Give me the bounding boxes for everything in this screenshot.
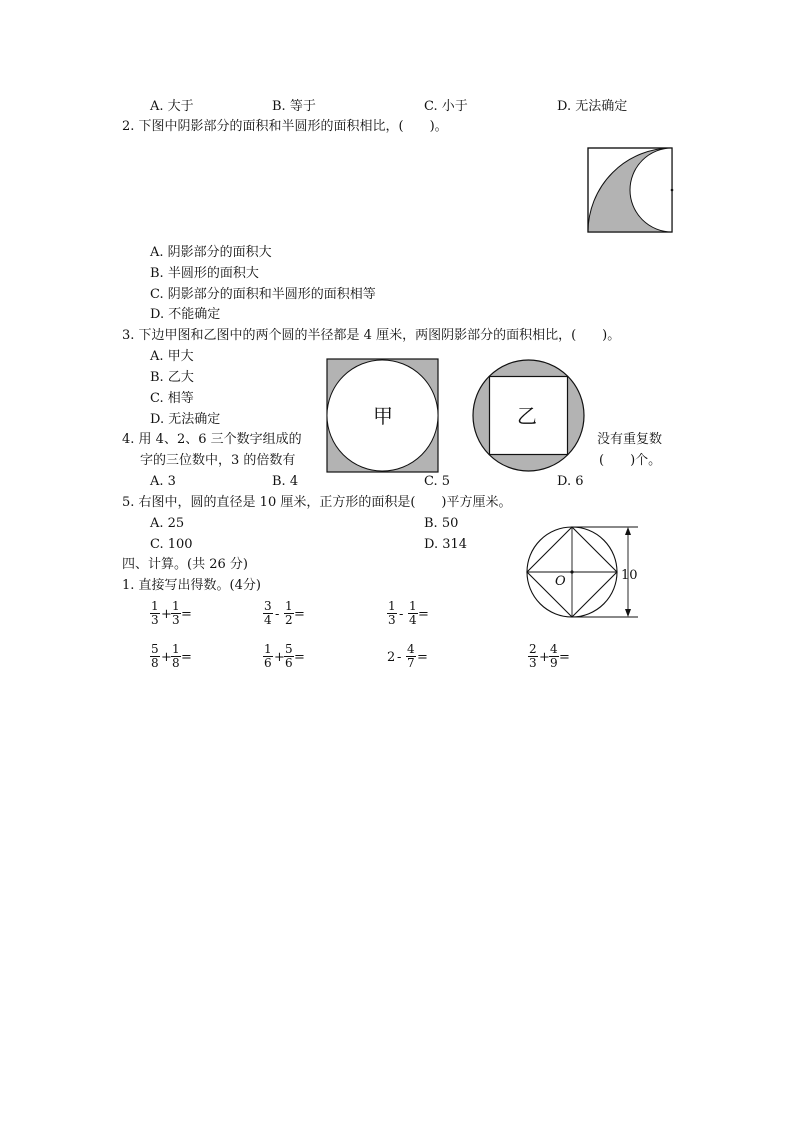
q5-option-b: B. 50 [424, 516, 459, 531]
calc-5-eq: = [294, 650, 305, 665]
q1-option-c: C. 小于 [424, 99, 468, 114]
calc-3-a-num: 1 [388, 599, 396, 613]
q4-option-c: C. 5 [424, 474, 451, 489]
calc-7-op: + [539, 650, 550, 665]
calc-4-b-num: 1 [172, 642, 180, 656]
q4-option-b: B. 4 [272, 474, 299, 489]
q3-label-jia: 甲 [373, 404, 393, 428]
calc-4-b-den: 8 [172, 656, 180, 670]
q2-figure [586, 146, 674, 234]
calc-2-op: - [275, 607, 280, 622]
section4-sub1: 1. 直接写出得数。(4分) [122, 578, 261, 593]
q2-option-c: C. 阴影部分的面积和半圆形的面积相等 [150, 287, 376, 302]
calc-7-a-den: 3 [529, 656, 537, 670]
q3-stem: 3. 下边甲图和乙图中的两个圆的半径都是 4 厘米，两图阴影部分的面积相比，( )。 [122, 328, 621, 343]
calc-2-a-num: 3 [264, 599, 272, 613]
calc-1-eq: = [181, 607, 192, 622]
q2-stem: 2. 下图中阴影部分的面积和半圆形的面积相比，( )。 [122, 119, 448, 134]
calc-1-b-den: 3 [172, 613, 180, 627]
q5-option-a: A. 25 [150, 516, 185, 531]
calc-3-eq: = [418, 607, 429, 622]
q1-option-d: D. 无法确定 [557, 99, 628, 114]
calc-3-b-num: 1 [409, 599, 417, 613]
q3-option-d: D. 无法确定 [150, 412, 221, 427]
q5-stem: 5. 右图中，圆的直径是 10 厘米，正方形的面积是( )平方厘米。 [122, 495, 512, 510]
q5-option-c: C. 100 [150, 537, 193, 552]
q3-option-c: C. 相等 [150, 391, 194, 406]
calc-2-b-den: 2 [285, 613, 293, 627]
calc-3-op: - [399, 607, 404, 622]
calc-6-eq: = [417, 650, 428, 665]
calc-5-a-den: 6 [264, 656, 272, 670]
calc-7-a-num: 2 [529, 642, 537, 656]
calc-5-op: + [274, 650, 285, 665]
q4-line2-right: ( )个。 [599, 453, 662, 468]
q4-line1-left: 4. 用 4、2、6 三个数字组成的 [122, 432, 302, 447]
section4-title: 四、计算。(共 26 分) [122, 557, 248, 572]
calc-7-b-num: 4 [550, 642, 558, 656]
calc-1-b-num: 1 [172, 599, 180, 613]
calc-2-eq: = [294, 607, 305, 622]
q2-option-b: B. 半圆形的面积大 [150, 266, 259, 281]
q4-option-d: D. 6 [557, 474, 584, 489]
calc-7-b-den: 9 [550, 656, 558, 670]
calc-6-b-den: 7 [407, 656, 415, 670]
calc-4-eq: = [181, 650, 192, 665]
calc-4-a-den: 8 [151, 656, 159, 670]
calc-2-b-num: 1 [285, 599, 293, 613]
q3-option-b: B. 乙大 [150, 370, 194, 385]
q2-option-d: D. 不能确定 [150, 307, 221, 322]
calc-1-a-num: 1 [151, 599, 159, 613]
calc-5-a-num: 1 [264, 642, 272, 656]
calc-2-a-den: 4 [264, 613, 272, 627]
q5-option-d: D. 314 [424, 537, 468, 552]
q1-option-b: B. 等于 [272, 99, 316, 114]
q4-option-a: A. 3 [150, 474, 176, 489]
calc-7-eq: = [559, 650, 570, 665]
calc-5-b-num: 5 [285, 642, 293, 656]
q1-option-a: A. 大于 [150, 99, 194, 114]
q5-center-label: O [555, 574, 566, 589]
q3-label-yi: 乙 [517, 404, 537, 428]
calc-6-op: - [397, 650, 402, 665]
calc-4-a-num: 5 [151, 642, 159, 656]
calc-5-b-den: 6 [285, 656, 293, 670]
q3-option-a: A. 甲大 [150, 349, 194, 364]
q2-option-a: A. 阴影部分的面积大 [150, 245, 272, 260]
q4-line2-left: 字的三位数中，3 的倍数有 [140, 453, 296, 468]
calc-3-a-den: 3 [388, 613, 396, 627]
q5-diameter-label: 10 [621, 568, 638, 583]
calc-3-b-den: 4 [409, 613, 417, 627]
q4-line1-right: 没有重复数 [597, 432, 663, 447]
calc-4-op: + [161, 650, 172, 665]
calc-6-b-num: 4 [407, 642, 415, 656]
calc-6-whole: 2 [387, 650, 396, 665]
calc-1-op: + [161, 607, 172, 622]
calc-1-a-den: 3 [151, 613, 159, 627]
